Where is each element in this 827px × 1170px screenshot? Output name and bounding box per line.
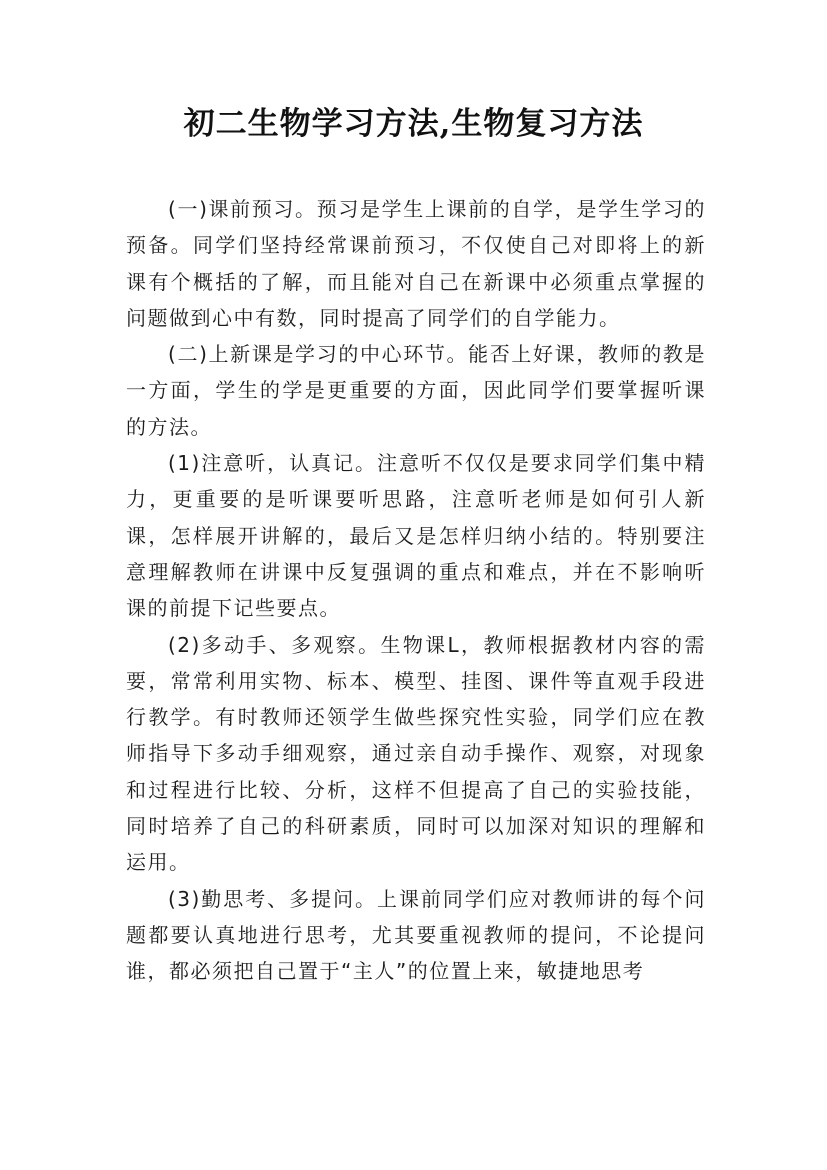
document-body [126,191,706,990]
document-title: 初二生物学习方法,生物复习方法 [183,106,644,142]
paragraph-new-lesson: (二)上新课是学习的中心环节。能否上好课，教师的教是一方面，学生的学是更重要的方面，因此同学们要掌握听课的方法。 [126,342,706,439]
paragraph-preview: (一)课前预习。预习是学生上课前的自学，是学生学习的预备。同学们坚持经常课前预习，不仅使自己对即将上的新课有个概括的了解，而且能对自己在新课中必须重点掌握的问题做到心中有数，同时提高了同学们的自学能力。 [126,197,706,330]
paragraph-observe: (2)多动手、多观察。生物课L，教师根据教材内容的需要，常常利用实物、标本、模型、挂图、课件等直观手段进行教学。有时教师还领学生做些探究性实验，同学们应在教师指导下多动手细观察，通过亲自动手操作、观察，对现象和过程进行比较、分析，这样不但提高了自己的实验技能，同时培养了自己的科研素质，同时可以加深对知识的理解和运用。 [126,632,706,875]
paragraph-think: (3)勤思考、多提问。上课前同学们应对教师讲的每个问题都要认真地进行思考，尤其要重视教师的提问，不论提问谁，都必须把自己置于“主人”的位置上来，敏捷地思考 [126,886,706,984]
paragraph-listen: (1)注意听，认真记。注意听不仅仅是要求同学们集中精力，更重要的是听课要听思路，注意听老师是如何引人新课，怎样展开讲解的，最后又是怎样归纳小结的。特别要注意理解教师在讲课中反复强调的重点和难点，并在不影响听课的前提下记些要点。 [126,451,706,621]
